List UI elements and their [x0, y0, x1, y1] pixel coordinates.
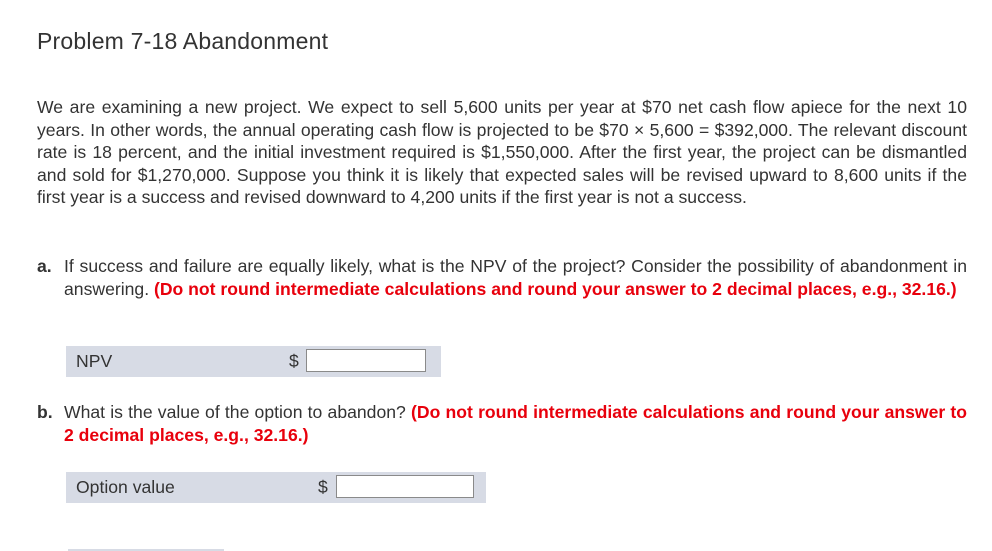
part-b-question — [37, 401, 967, 446]
option-value-label: Option value — [76, 477, 175, 497]
part-a-question — [37, 255, 967, 300]
option-value-answer-row — [66, 472, 486, 503]
part-a-hint: (Do not round intermediate calculations and round your answer to 2 decimal places, e.g., 32.16.) — [153, 278, 957, 299]
part-b-body — [64, 401, 967, 446]
part-b-letter: b. — [37, 402, 53, 422]
npv-currency-symbol: $ — [289, 351, 299, 371]
problem-statement: We are examining a new project. We expect to sell 5,600 units per year at $70 net cash flow apiece for the next 10 years. In other words, the annual operating cash flow is projected to be $70 × 5,600 = $392,000. The relevant discount rate is 18 percent, and the initial investment required is $1,550,000. After the first year, the project can be dismantled and sold for $1,270,000. Suppose you think it is likely that expected sales will be revised upward to 8,600 units if the first year is a success and revised downward to 4,200 units if the first year is not a success. — [37, 97, 967, 207]
option-value-input[interactable] — [336, 475, 474, 498]
problem-title: Problem 7-18 Abandonment — [37, 28, 329, 54]
npv-input[interactable] — [306, 349, 426, 372]
part-a-letter: a. — [37, 256, 52, 276]
npv-answer-row — [66, 346, 441, 377]
option-value-currency-symbol: $ — [318, 477, 328, 497]
npv-label: NPV — [76, 351, 113, 371]
part-a-body — [64, 255, 967, 300]
part-b-hint: (Do not round intermediate calculations and round your answer to 2 decimal places, e.g., 32.16.) — [64, 402, 968, 445]
part-b-question-text: What is the value of the option to abandon? — [64, 402, 406, 422]
part-a-question-text: If success and failure are equally likely, what is the NPV of the project? Consider the possibility of abandonment in answering. — [64, 256, 967, 299]
